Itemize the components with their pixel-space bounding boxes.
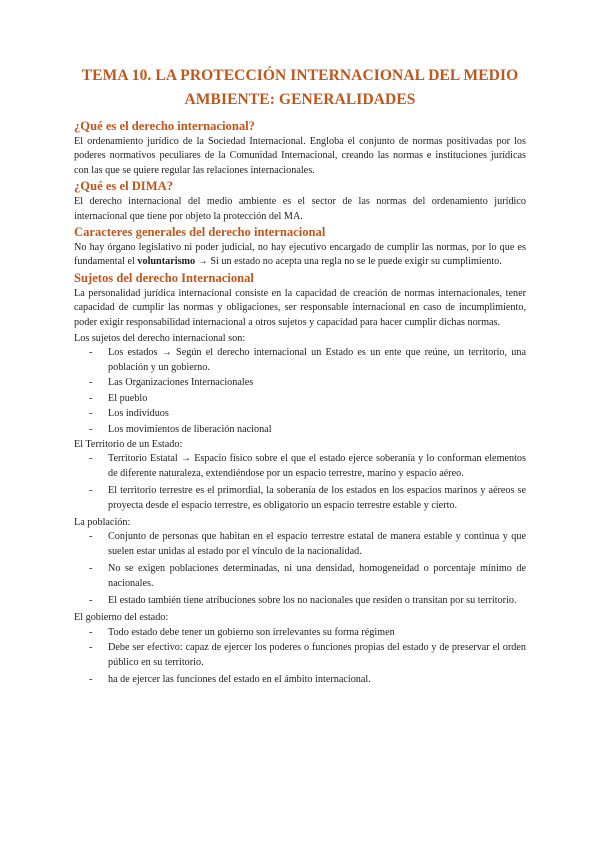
list-item-text: Los estados → Según el derecho internacional un Estado es un ente que reúne, un territorio, una población y un gobierno.: [108, 347, 526, 373]
dash-marker: -: [89, 674, 93, 685]
government-list: [74, 626, 526, 688]
document-title: [74, 64, 526, 112]
dash-marker: -: [89, 563, 93, 575]
caracteres-text-a: No hay órgano legislativo ni poder judicial, no hay ejecutivo encargado de cumplir las normas, por lo que es fundamental el: [74, 242, 526, 268]
dash-marker: -: [89, 531, 93, 543]
dash-marker: -: [89, 392, 93, 404]
paragraph-derecho-internacional: El ordenamiento jurídico de la Sociedad Internacional. Engloba el conjunto de normas positivadas por los poderes normativos peculiares de la Comunidad Internacional, creando las normas e instituciones jurídicas con las que se quiere regular las relaciones internacionales.: [74, 136, 526, 176]
paragraph-sujetos: La personalidad jurídica internacional consiste en la capacidad de creación de normas internacionales, tener capacidad de cumplir las normas y obligaciones, ser responsable internacional en caso de incumplimiento, poder exigir responsabilidad internacional a otros sujetos y capacidad para hacer cumplir dichas normas.: [74, 287, 526, 328]
section-heading-dima: ¿Qué es el DIMA?: [74, 179, 173, 194]
list-item-text: Los movimientos de liberación nacional: [108, 423, 272, 435]
list-item-text: Conjunto de personas que habitan en el espacio terrestre estatal de manera estable y continua y que suelen estar unidas al estado por el vínculo de la nacionalidad.: [108, 531, 526, 557]
list-item-text: Todo estado debe tener un gobierno son irrelevantes su forma régimen: [108, 626, 395, 638]
government-intro: El gobierno del estado:: [74, 612, 169, 624]
list-item: [74, 484, 526, 513]
list-item: [74, 376, 526, 390]
subjects-intro: Los sujetos del derecho internacional son:: [74, 333, 246, 345]
list-item: [74, 594, 526, 608]
list-item: [74, 407, 526, 421]
territory-intro: El Territorio de un Estado:: [74, 438, 183, 450]
list-item: [74, 392, 526, 406]
territory-list: [74, 452, 526, 513]
list-item-text: Debe ser efectivo: capaz de ejercer los poderes o funciones propias del estado y de preservar el orden público en su territorio.: [108, 642, 526, 668]
list-item-text: Las Organizaciones Internacionales: [108, 377, 254, 389]
list-item-text: Territorio Estatal → Espacio físico sobre el que el estado ejerce soberanía y lo conforman elementos de diferente naturaleza, extendiéndose por un espacio terrestre, marino y espacio aéreo.: [108, 453, 526, 479]
list-item: [74, 423, 526, 437]
caracteres-text-b: → Si un estado no acepta una regla no se le puede exigir su cumplimiento.: [195, 256, 502, 268]
dash-marker: -: [89, 347, 93, 359]
list-item: [74, 346, 526, 375]
title-line-2: AMBIENTE: GENERALIDADES: [184, 91, 416, 108]
dash-marker: -: [89, 408, 93, 420]
population-intro: La población:: [74, 516, 131, 528]
list-item: [74, 626, 526, 640]
list-item-text: El pueblo: [108, 392, 148, 404]
list-item-text: El territorio terrestre es el primordial, la soberanía de los estados en los espacios marinos y aéreos se proyecta desde el espacio terrestre, es obligatorio un espacio terrestre estable y cierto.: [108, 485, 526, 511]
voluntarismo-term: voluntarismo: [137, 256, 196, 268]
dash-marker: -: [89, 423, 93, 435]
list-item-text: ha de ejercer las funciones del estado en el ámbito internacional.: [108, 674, 371, 685]
dash-marker: -: [89, 377, 93, 389]
section-heading-caracteres: Caracteres generales del derecho internacional: [74, 225, 326, 240]
list-item: [74, 641, 526, 670]
document-page: [74, 64, 526, 688]
list-item-text: Los individuos: [108, 408, 169, 420]
dash-marker: -: [89, 642, 93, 654]
list-item: [74, 530, 526, 559]
paragraph-dima: El derecho internacional del medio ambiente es el sector de las normas del ordenamiento jurídico internacional que tiene por objeto la protección del MA.: [74, 196, 526, 222]
dash-marker: -: [89, 485, 93, 497]
section-heading-sujetos: Sujetos del derecho Internacional: [74, 270, 254, 285]
subjects-list: [74, 346, 526, 436]
population-list: [74, 530, 526, 608]
list-item: [74, 673, 526, 687]
list-item: [74, 452, 526, 481]
dash-marker: -: [89, 626, 93, 638]
list-item: [74, 562, 526, 591]
list-item-text: No se exigen poblaciones determinadas, ni una densidad, homogeneidad o porcentaje mínimo de nacionales.: [108, 563, 526, 589]
section-heading-derecho-internacional: ¿Qué es el derecho internacional?: [74, 119, 255, 133]
list-item-text: El estado también tiene atribuciones sobre los no nacionales que residen o transitan por su territorio.: [108, 594, 517, 606]
dash-marker: -: [89, 594, 93, 606]
paragraph-caracteres: [74, 241, 526, 270]
dash-marker: -: [89, 453, 93, 465]
title-line-1: TEMA 10. LA PROTECCIÓN INTERNACIONAL DEL MEDIO: [81, 67, 519, 84]
